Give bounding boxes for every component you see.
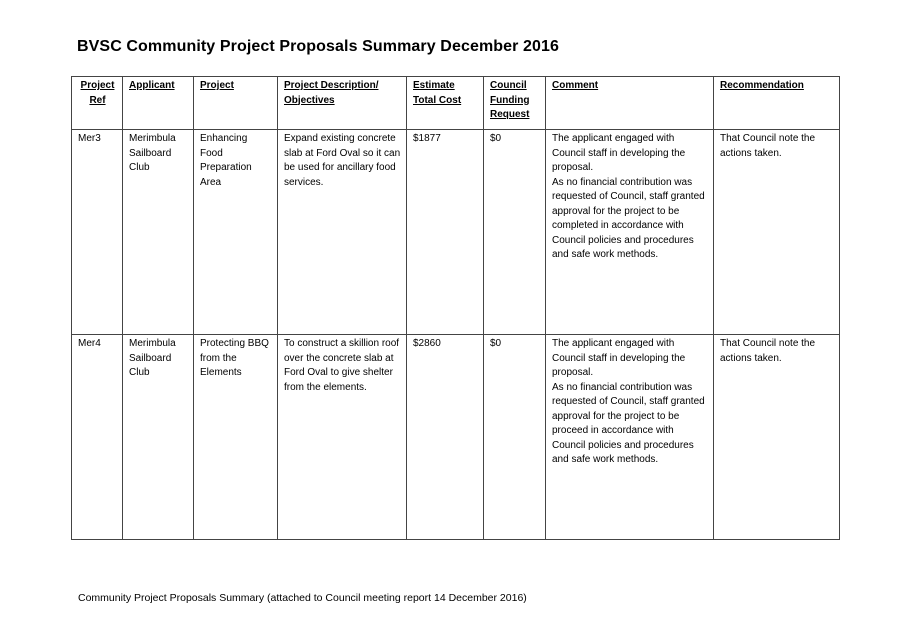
header-recommendation: Recommendation: [714, 77, 840, 130]
header-estimate-cost: Estimate Total Cost: [407, 77, 484, 130]
page-title: BVSC Community Project Proposals Summary December 2016: [77, 38, 560, 55]
cell-ref: Mer4: [72, 335, 123, 540]
header-project: Project: [194, 77, 278, 130]
cell-funding: $0: [484, 335, 546, 540]
footer-note: Community Project Proposals Summary (attached to Council meeting report 14 December 2016): [78, 592, 527, 604]
cell-applicant: Merimbula Sailboard Club: [123, 335, 194, 540]
header-row: [72, 77, 840, 130]
header-description: Project Description/ Objectives: [278, 77, 407, 130]
proposals-table: [71, 76, 840, 540]
cell-applicant: Merimbula Sailboard Club: [123, 130, 194, 335]
cell-cost: $1877: [407, 130, 484, 335]
cell-recommendation: That Council note the actions taken.: [714, 130, 840, 335]
cell-project: Protecting BBQ from the Elements: [194, 335, 278, 540]
comment-approval: As no financial contribution was requested of Council, staff granted approval for the project to be proceed in accordance with Council policies and procedures and safe work methods.: [552, 381, 705, 465]
table-row: [72, 130, 840, 335]
cell-comment: [546, 130, 714, 335]
table-row: [72, 335, 840, 540]
comment-engagement: The applicant engaged with Council staff in developing the proposal.: [552, 133, 686, 173]
header-comment: Comment: [546, 77, 714, 130]
header-project-ref: Project Ref: [72, 77, 123, 130]
cell-description: Expand existing concrete slab at Ford Oval so it can be used for ancillary food services.: [278, 130, 407, 335]
header-applicant: Applicant: [123, 77, 194, 130]
comment-engagement: The applicant engaged with Council staff in developing the proposal.: [552, 338, 686, 378]
header-funding-request: Council Funding Request: [484, 77, 546, 130]
cell-funding: $0: [484, 130, 546, 335]
cell-ref: Mer3: [72, 130, 123, 335]
comment-approval: As no financial contribution was requested of Council, staff granted approval for the project to be completed in accordance with Council policies and procedures and safe work methods.: [552, 176, 705, 260]
cell-cost: $2860: [407, 335, 484, 540]
cell-project: Enhancing Food Preparation Area: [194, 130, 278, 335]
cell-recommendation: That Council note the actions taken.: [714, 335, 840, 540]
cell-comment: [546, 335, 714, 540]
cell-description: To construct a skillion roof over the concrete slab at Ford Oval to give shelter from the elements.: [278, 335, 407, 540]
